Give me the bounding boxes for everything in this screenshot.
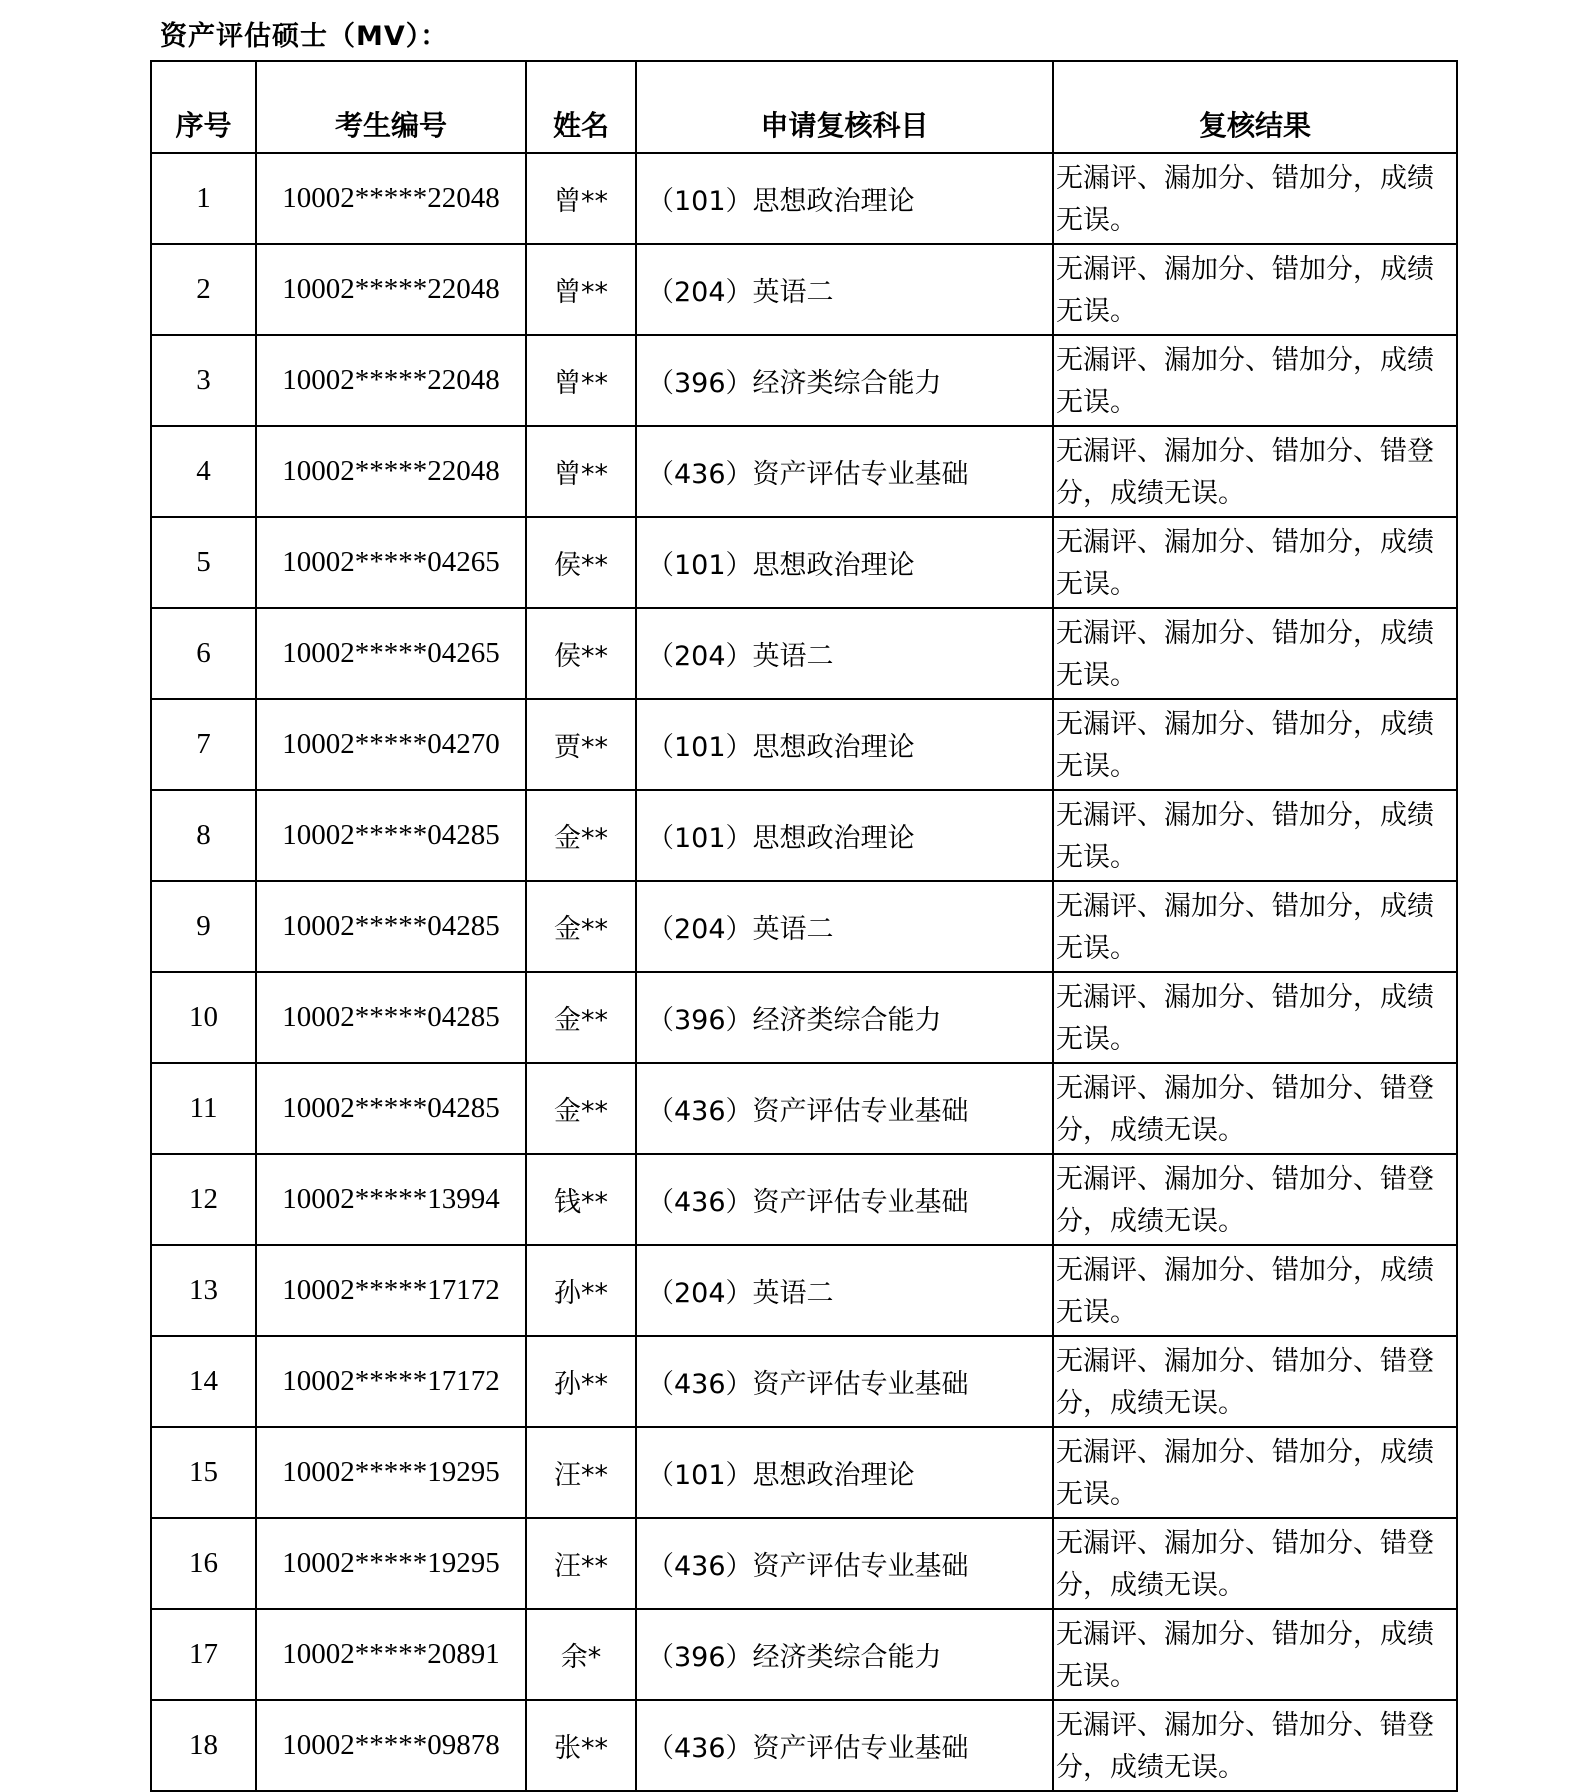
subject-cell: （396）经济类综合能力 bbox=[636, 335, 1053, 426]
result-cell: 无漏评、漏加分、错加分，成绩无误。 bbox=[1053, 1427, 1457, 1518]
subject-cell: （436）资产评估专业基础 bbox=[636, 1518, 1053, 1609]
subject-cell: （436）资产评估专业基础 bbox=[636, 1700, 1053, 1791]
table-row bbox=[151, 972, 1457, 1063]
table-row bbox=[151, 699, 1457, 790]
subject-cell: （436）资产评估专业基础 bbox=[636, 1154, 1053, 1245]
serial-number-cell: 4 bbox=[151, 426, 256, 517]
candidate-name-cell: 曾** bbox=[526, 244, 636, 335]
serial-number-cell: 1 bbox=[151, 153, 256, 244]
candidate-id-cell: 10002*****19295 bbox=[256, 1518, 526, 1609]
candidate-name-cell: 曾** bbox=[526, 426, 636, 517]
result-cell: 无漏评、漏加分、错加分，成绩无误。 bbox=[1053, 1245, 1457, 1336]
candidate-name-cell: 金** bbox=[526, 1063, 636, 1154]
header-result: 复核结果 bbox=[1053, 61, 1457, 153]
serial-number-cell: 17 bbox=[151, 1609, 256, 1700]
table-row bbox=[151, 790, 1457, 881]
result-cell: 无漏评、漏加分、错加分，成绩无误。 bbox=[1053, 517, 1457, 608]
candidate-name-cell: 张** bbox=[526, 1700, 636, 1791]
result-cell: 无漏评、漏加分、错加分，成绩无误。 bbox=[1053, 335, 1457, 426]
subject-cell: （101）思想政治理论 bbox=[636, 153, 1053, 244]
review-results-table bbox=[150, 60, 1458, 1792]
serial-number-cell: 7 bbox=[151, 699, 256, 790]
serial-number-cell: 6 bbox=[151, 608, 256, 699]
section-title: 资产评估硕士（MV）： bbox=[160, 21, 449, 52]
table-row bbox=[151, 1518, 1457, 1609]
table-row bbox=[151, 244, 1457, 335]
table-row bbox=[151, 1154, 1457, 1245]
serial-number-cell: 14 bbox=[151, 1336, 256, 1427]
table-row bbox=[151, 1336, 1457, 1427]
candidate-name-cell: 金** bbox=[526, 881, 636, 972]
serial-number-cell: 9 bbox=[151, 881, 256, 972]
candidate-name-cell: 钱** bbox=[526, 1154, 636, 1245]
table-row bbox=[151, 608, 1457, 699]
header-subject: 申请复核科目 bbox=[636, 61, 1053, 153]
subject-cell: （396）经济类综合能力 bbox=[636, 972, 1053, 1063]
serial-number-cell: 12 bbox=[151, 1154, 256, 1245]
subject-cell: （101）思想政治理论 bbox=[636, 790, 1053, 881]
candidate-id-cell: 10002*****13994 bbox=[256, 1154, 526, 1245]
candidate-name-cell: 曾** bbox=[526, 153, 636, 244]
result-cell: 无漏评、漏加分、错加分、错登分，成绩无误。 bbox=[1053, 1700, 1457, 1791]
candidate-name-cell: 孙** bbox=[526, 1336, 636, 1427]
subject-cell: （204）英语二 bbox=[636, 608, 1053, 699]
serial-number-cell: 10 bbox=[151, 972, 256, 1063]
subject-cell: （101）思想政治理论 bbox=[636, 517, 1053, 608]
candidate-id-cell: 10002*****22048 bbox=[256, 153, 526, 244]
serial-number-cell: 15 bbox=[151, 1427, 256, 1518]
candidate-id-cell: 10002*****09878 bbox=[256, 1700, 526, 1791]
result-cell: 无漏评、漏加分、错加分，成绩无误。 bbox=[1053, 1609, 1457, 1700]
candidate-id-cell: 10002*****04270 bbox=[256, 699, 526, 790]
subject-cell: （204）英语二 bbox=[636, 244, 1053, 335]
result-cell: 无漏评、漏加分、错加分，成绩无误。 bbox=[1053, 153, 1457, 244]
table-body bbox=[151, 153, 1457, 1791]
candidate-id-cell: 10002*****22048 bbox=[256, 335, 526, 426]
table-row bbox=[151, 426, 1457, 517]
candidate-id-cell: 10002*****04265 bbox=[256, 608, 526, 699]
result-cell: 无漏评、漏加分、错加分，成绩无误。 bbox=[1053, 244, 1457, 335]
candidate-name-cell: 汪** bbox=[526, 1427, 636, 1518]
candidate-id-cell: 10002*****22048 bbox=[256, 244, 526, 335]
candidate-id-cell: 10002*****04285 bbox=[256, 881, 526, 972]
candidate-id-cell: 10002*****17172 bbox=[256, 1336, 526, 1427]
result-cell: 无漏评、漏加分、错加分，成绩无误。 bbox=[1053, 972, 1457, 1063]
serial-number-cell: 5 bbox=[151, 517, 256, 608]
result-cell: 无漏评、漏加分、错加分，成绩无误。 bbox=[1053, 881, 1457, 972]
result-cell: 无漏评、漏加分、错加分、错登分，成绩无误。 bbox=[1053, 426, 1457, 517]
serial-number-cell: 16 bbox=[151, 1518, 256, 1609]
subject-cell: （436）资产评估专业基础 bbox=[636, 1336, 1053, 1427]
candidate-name-cell: 曾** bbox=[526, 335, 636, 426]
subject-cell: （101）思想政治理论 bbox=[636, 1427, 1053, 1518]
candidate-id-cell: 10002*****04265 bbox=[256, 517, 526, 608]
candidate-name-cell: 汪** bbox=[526, 1518, 636, 1609]
candidate-name-cell: 孙** bbox=[526, 1245, 636, 1336]
serial-number-cell: 2 bbox=[151, 244, 256, 335]
result-cell: 无漏评、漏加分、错加分、错登分，成绩无误。 bbox=[1053, 1518, 1457, 1609]
table-row bbox=[151, 1245, 1457, 1336]
subject-cell: （204）英语二 bbox=[636, 881, 1053, 972]
candidate-name-cell: 侯** bbox=[526, 517, 636, 608]
table-row bbox=[151, 517, 1457, 608]
table-row bbox=[151, 335, 1457, 426]
table-row bbox=[151, 1063, 1457, 1154]
table-row bbox=[151, 881, 1457, 972]
candidate-name-cell: 金** bbox=[526, 790, 636, 881]
table-row bbox=[151, 1700, 1457, 1791]
header-candidate-id: 考生编号 bbox=[256, 61, 526, 153]
subject-cell: （436）资产评估专业基础 bbox=[636, 1063, 1053, 1154]
subject-cell: （101）思想政治理论 bbox=[636, 699, 1053, 790]
table-row bbox=[151, 153, 1457, 244]
result-cell: 无漏评、漏加分、错加分，成绩无误。 bbox=[1053, 790, 1457, 881]
candidate-id-cell: 10002*****04285 bbox=[256, 790, 526, 881]
candidate-id-cell: 10002*****20891 bbox=[256, 1609, 526, 1700]
serial-number-cell: 18 bbox=[151, 1700, 256, 1791]
header-name: 姓名 bbox=[526, 61, 636, 153]
result-cell: 无漏评、漏加分、错加分、错登分，成绩无误。 bbox=[1053, 1154, 1457, 1245]
table-header-row bbox=[151, 61, 1457, 153]
table-row bbox=[151, 1427, 1457, 1518]
candidate-name-cell: 侯** bbox=[526, 608, 636, 699]
candidate-id-cell: 10002*****22048 bbox=[256, 426, 526, 517]
result-cell: 无漏评、漏加分、错加分，成绩无误。 bbox=[1053, 699, 1457, 790]
subject-cell: （396）经济类综合能力 bbox=[636, 1609, 1053, 1700]
result-cell: 无漏评、漏加分、错加分、错登分，成绩无误。 bbox=[1053, 1336, 1457, 1427]
candidate-id-cell: 10002*****04285 bbox=[256, 1063, 526, 1154]
candidate-name-cell: 余* bbox=[526, 1609, 636, 1700]
subject-cell: （436）资产评估专业基础 bbox=[636, 426, 1053, 517]
serial-number-cell: 3 bbox=[151, 335, 256, 426]
candidate-name-cell: 金** bbox=[526, 972, 636, 1063]
serial-number-cell: 8 bbox=[151, 790, 256, 881]
candidate-name-cell: 贾** bbox=[526, 699, 636, 790]
result-cell: 无漏评、漏加分、错加分，成绩无误。 bbox=[1053, 608, 1457, 699]
subject-cell: （204）英语二 bbox=[636, 1245, 1053, 1336]
table-row bbox=[151, 1609, 1457, 1700]
candidate-id-cell: 10002*****04285 bbox=[256, 972, 526, 1063]
serial-number-cell: 11 bbox=[151, 1063, 256, 1154]
candidate-id-cell: 10002*****17172 bbox=[256, 1245, 526, 1336]
serial-number-cell: 13 bbox=[151, 1245, 256, 1336]
result-cell: 无漏评、漏加分、错加分、错登分，成绩无误。 bbox=[1053, 1063, 1457, 1154]
header-serial-number: 序号 bbox=[151, 61, 256, 153]
candidate-id-cell: 10002*****19295 bbox=[256, 1427, 526, 1518]
